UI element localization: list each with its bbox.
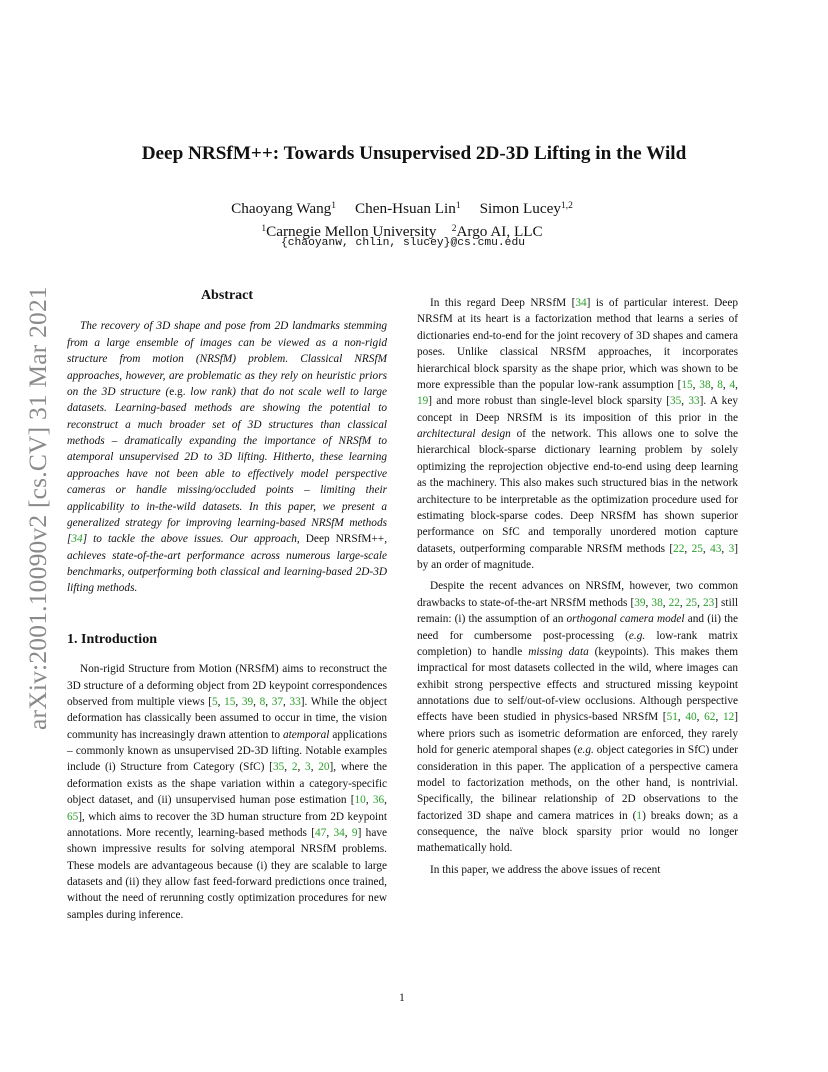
citation-link[interactable]: 47 (315, 826, 327, 839)
abstract-text: The recovery of 3D shape and pose from 2D landmarks stemming from a large ensemble of images can be viewed as a non-rigid structure from motion (NRSfM) problem. Classical NRSfM approaches, however, are problematic as they rely on heuristic priors on the 3D structure (e.g. low rank) that do not scale well to large datasets. Learning-based methods are showing the potential to reconstruct a much broader set of 3D structures than classical methods – dramatically expanding the importance of NRSfM to atemporal unsupervised 2D to 3D lifting. Hitherto, these learning approaches have not been able to effectively model perspective cameras or handle missing/occluded points – limiting their applicability to in-the-wild datasets. In this paper, we present a generalized strategy for improving learning-based NRSfM methods [34] to tackle the above issues. Our approach, Deep NRSfM++, achieves state-of-the-art performance across numerous large-scale benchmarks, outperforming both classical and learning-based 2D-3D lifting methods. (67, 320, 388, 595)
arxiv-stamp: arXiv:2001.10090v2 [cs.CV] 31 Mar 2021 (23, 286, 52, 730)
page-number: 1 (399, 992, 405, 1004)
citation-link[interactable]: 5 (211, 695, 218, 708)
citation-link[interactable]: 40 (685, 711, 697, 724)
intro-paragraph-2: In this regard Deep NRSfM [34] is of particular interest. Deep NRSfM at its heart is a factorization method that learns a series of dictionaries end-to-end for the joint recovery of 3D shapes and camera poses. Unlike classical NRSfM approaches, it incorporates hierarchical block sparsity as the shape prior, which was shown to be more expressible than the popular low-rank assumption [15, 38, 8, 4, 19] and more robust than single-level block sparsity [35, 33]. A key concept in Deep NRSfM is its imposition of this prior in the architectural design of the network. This allows one to solve the hierarchical block-sparse dictionary learning problem by solely optimizing the reprojection objective end-to-end using deep learning as the machinery. This also makes such structured bias in the network architecture to be interpretable as the optimization procedure used for estimating block-sparse codes. Deep NRSfM has shown superior performance on SfC and temporally unordered motion capture datasets, outperforming comparable NRSfM methods [22, 25, 43, 3] by an order of magnitude. (417, 297, 738, 571)
abstract-heading: Abstract (200, 288, 254, 303)
citation-link[interactable]: 4 (729, 378, 736, 391)
citation-link[interactable]: 33 (289, 695, 301, 708)
citation-link[interactable]: 25 (685, 596, 698, 609)
citation-link[interactable]: 19 (417, 395, 429, 408)
author-3: Simon Lucey (479, 200, 561, 217)
citation-link[interactable]: 8 (717, 378, 723, 391)
paper-title: Deep NRSfM++: Towards Unsupervised 2D-3D Lifting in the Wild (141, 143, 687, 164)
citation-link[interactable]: 37 (271, 695, 283, 708)
citation-link[interactable]: 39 (241, 695, 254, 708)
citation-link[interactable]: 38 (651, 596, 663, 609)
right-column (417, 290, 738, 878)
method-name: Deep NRSfM++ (305, 533, 385, 546)
citation-link[interactable]: 3 (305, 761, 311, 774)
citation-link[interactable]: 15 (681, 378, 693, 391)
section-heading-introduction: 1. Introduction (67, 631, 157, 647)
citation-link[interactable]: 62 (704, 711, 716, 724)
citation-link[interactable]: 15 (224, 695, 236, 708)
author-emails: {chaoyanw, chlin, slucey}@cs.cmu.edu (280, 237, 526, 249)
citation-link[interactable]: 22 (673, 542, 685, 555)
intro-paragraph-4: In this paper, we address the above issues of recent (430, 863, 661, 876)
author-block (0, 196, 804, 242)
citation-link[interactable]: 39 (634, 596, 646, 609)
citation-link[interactable]: 20 (318, 761, 330, 774)
intro-paragraph-1: Non-rigid Structure from Motion (NRSfM) aims to reconstruct the 3D structure of a deforming object from 2D keypoint correspondences observed from multiple views [5, 15, 39, 8, 37, 33]. While the object deformation has classically been assumed to occur in time, the vision community has increasingly drawn attention to atemporal applications – commonly known as unsupervised 2D-3D lifting. Notable examples include (i) Structure from Category (SfC) [35, 2, 3, 20], where the deformation exists as the shape variation within a category-specific object dataset, and (ii) unsupervised human pose estimation [10, 36, 65], which aims to recover the 3D human structure from 2D keypoint annotations. More recently, learning-based methods [47, 34, 9] have shown impressive results for solving atemporal NRSfM problems. These models are advantageous because (i) they are scalable to large datasets and (ii) they allow fast feed-forward predictions once trained, without the need of rerunning costly optimization procedures for new samples during inference. (67, 663, 387, 921)
citation-link[interactable]: 34 (71, 533, 83, 546)
citation-link[interactable]: 8 (259, 695, 266, 708)
author-names: Chaoyang Wang$^1$ Chen-Hsuan Lin$^1$ Simon Lucey$^{1,2}$ (231, 200, 573, 217)
affiliations: $^1$Carnegie Mellon University $^2$Argo AI, LLC (261, 223, 543, 240)
citation-link[interactable]: 35 (670, 395, 682, 408)
abstract (67, 318, 387, 596)
citation-link[interactable]: 65 (67, 810, 79, 823)
citation-link[interactable]: 51 (666, 711, 678, 724)
citation-link[interactable]: 2 (291, 761, 298, 774)
citation-link[interactable]: 34 (333, 826, 345, 839)
author-2: Chen-Hsuan Lin (355, 200, 456, 217)
citation-link[interactable]: 1 (636, 809, 643, 822)
citation-link[interactable]: 34 (575, 297, 587, 309)
affiliation-1: Carnegie Mellon University (266, 223, 437, 240)
citation-link[interactable]: 36 (372, 794, 385, 807)
author-1: Chaoyang Wang (231, 200, 332, 217)
citation-link[interactable]: 9 (351, 826, 358, 839)
citation-link[interactable]: 22 (668, 596, 680, 609)
citation-link[interactable]: 23 (702, 596, 715, 609)
citation-link[interactable]: 3 (728, 542, 735, 555)
citation-link[interactable]: 25 (691, 542, 703, 555)
intro-paragraph-3: Despite the recent advances on NRSfM, however, two common drawbacks to state-of-the-art NRSfM methods [39, 38, 22, 25, 23] still remain: (i) the assumption of an orthogonal camera model and (ii) the need for cumbersome post-processing (e.g. low-rank matrix completion) to handle missing data (keypoints). This makes them impractical for most datasets collected in the wild, where images can exhibit strong perspective effects and structured missing keypoint annotations due to self/out-of-view occlusions. Although perspective effects have been studied in physics-based NRSfM [51, 40, 62, 12] where priors such as isometric deformation are enforced, they rarely hold for generic atemporal shapes (e.g. object categories in SfC) under consideration in this paper. The application of a perspective camera model to factorization methods, on the other hand, is nontrivial. Specifically, the bilinear relationship of 2D observations to the factorized 3D shape and camera matrices in (1) breaks down; as a consequence, the naïve block sparsity prior would no longer mathematically hold. (417, 580, 739, 855)
citation-link[interactable]: 10 (354, 794, 366, 807)
affiliation-2: Argo AI, LLC (456, 223, 543, 240)
left-column (67, 288, 387, 923)
citation-link[interactable]: 35 (272, 761, 285, 774)
citation-link[interactable]: 33 (688, 395, 700, 408)
citation-link[interactable]: 12 (722, 711, 735, 724)
citation-link[interactable]: 38 (699, 378, 711, 391)
citation-link[interactable]: 43 (710, 542, 722, 555)
